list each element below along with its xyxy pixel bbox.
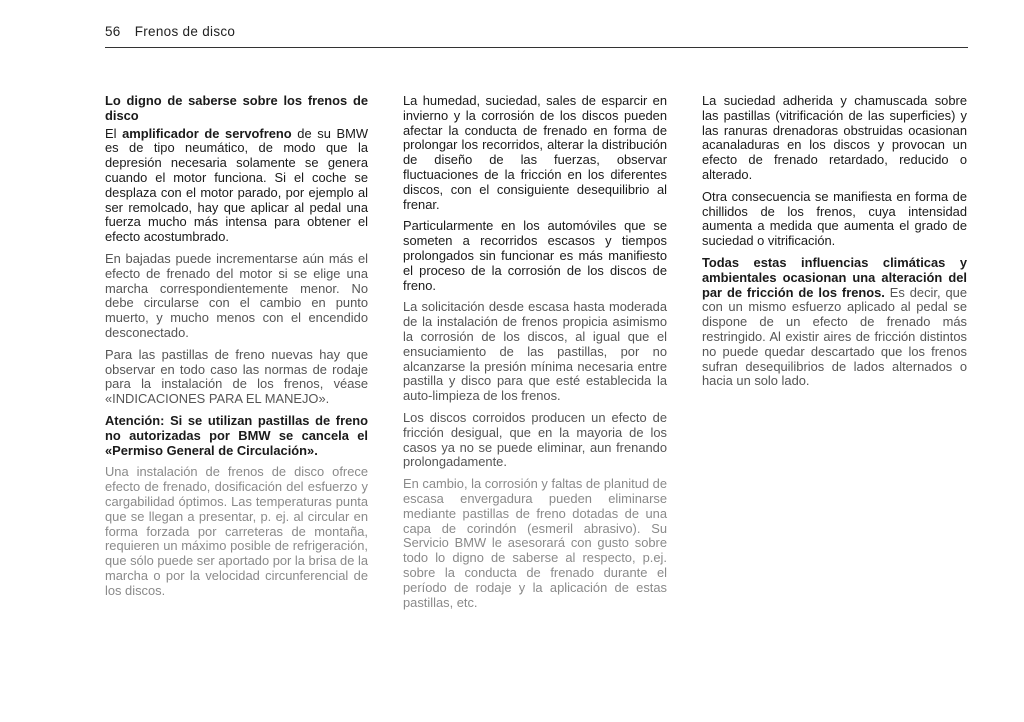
warning-paragraph: Atención: Si se utilizan pastillas de freno no autorizadas por BMW se cancela el «Permiso General de Circulación». <box>105 412 368 458</box>
chapter-title: Frenos de disco <box>134 24 236 39</box>
paragraph-influencias <box>702 256 967 389</box>
paragraph-suciedad: La suciedad adherida y chamuscada sobre las pastillas (vitrificación de las superficies) y las ranuras drenadoras obstruidas ocasionan acanaladuras en los discos y provocan un efecto de frenado retardado, reducido o alterado. <box>702 93 967 182</box>
paragraph-servofreno <box>105 127 368 245</box>
paragraph-solicitacion: La solicitación desde escasa hasta moderada de la instalación de frenos propicia asimismo la corrosión de los discos, al igual que el ensuciamiento de las pastillas, por no alcanzarse la presión mínima necesaria entre pastilla y disco para que esté establecida la auto-limpieza de los frenos. <box>403 299 667 404</box>
column-left <box>105 94 368 606</box>
page-header <box>105 24 235 39</box>
page-number: 56 <box>105 24 121 39</box>
paragraph-text: Es decir, que con un mismo esfuerzo aplicado al pedal se dispone de un efecto de frenado más restringido. Al existir aires de fricción distintos no puede quedar descartado que los frenos sufran desequilibrios de lados alternados o hacia un solo lado. <box>702 284 967 389</box>
paragraph-pastillas-nuevas: Para las pastillas de freno nuevas hay que observar en todo caso las normas de rodaje para la instalación de los frenos, véase «INDICACIONES PARA EL MANEJO». <box>105 346 368 407</box>
paragraph-discos-corroidos: Los discos corroidos producen un efecto de fricción desigual, que en la mayoria de los casos ya no se puede eliminar, aun frenando prolongadamente. <box>403 409 667 470</box>
paragraph-chillidos: Otra consecuencia se manifiesta en forma de chillidos de los frenos, cuya intensidad aumenta a medida que aumenta el grado de suciedad o vitrificación. <box>702 188 967 249</box>
paragraph-bajadas: En bajadas puede incrementarse aún más el efecto de frenado del motor si se elige una marcha correspondientemente menor. No debe circularse con el cambio en punto muerto, y mucho menos con el encendido desconectado. <box>105 250 368 340</box>
paragraph-humedad: La humedad, suciedad, sales de esparcir en invierno y la corrosión de los discos pueden afectar la conducta de frenado en forma de prolongar los recorridos, alterar la distribución de diseño de las fuerzas, observar fluctuaciones de la fricción en los diferentes discos, con el consiguiente desequilibrio al frenar. <box>403 93 667 212</box>
header-rule <box>105 47 968 48</box>
column-right <box>702 94 967 396</box>
column-middle <box>403 94 667 617</box>
section-heading: Lo digno de saberse sobre los frenos de disco <box>105 93 368 123</box>
paragraph-recorridos-escasos: Particularmente en los automóviles que se someten a recorridos escasos y tiempos prolongados sin funcionar es más manifiesto el proceso de la corrosión de los discos de freno. <box>403 218 667 293</box>
paragraph-instalacion: Una instalación de frenos de disco ofrece efecto de frenado, dosificación del esfuerzo y cargabilidad óptimos. Las temperaturas punta que se llegan a presentar, p. ej. al circular en forma forzada por carreteras de montaña, requieren un máximo posible de refrigeración, que sólo puede ser aportado por la brisa de la marcha o por la velocidad circunferencial de los discos. <box>105 464 369 598</box>
bold-term: amplificador de servofreno <box>122 125 292 141</box>
bold-statement: Todas estas influencias climáticas y ambientales ocasionan una alteración del par de fricción de los frenos. <box>702 254 967 300</box>
paragraph-lead: El <box>105 125 123 141</box>
paragraph-corindon: En cambio, la corrosión y faltas de planitud de escasa envergadura pueden eliminarse mediante pastillas de freno dotadas de una capa de corindón (esmeril abrasivo). Su Servicio BMW le asesorará con gusto sobre todo lo digno de saberse al respecto, p.ej. sobre la conducta de frenado durante el período de rodaje y la aplicación de estas pastillas, etc. <box>403 476 667 610</box>
paragraph-text: de su BMW es de tipo neumático, de modo que la depresión necesaria solamente se genera cuando el motor funciona. Si el coche se desplaza con el motor parado, por ejemplo al ser remolcado, hay que aplicar al pedal una fuerza mucho más intensa para obtener el efecto acostumbrado. <box>105 125 369 245</box>
